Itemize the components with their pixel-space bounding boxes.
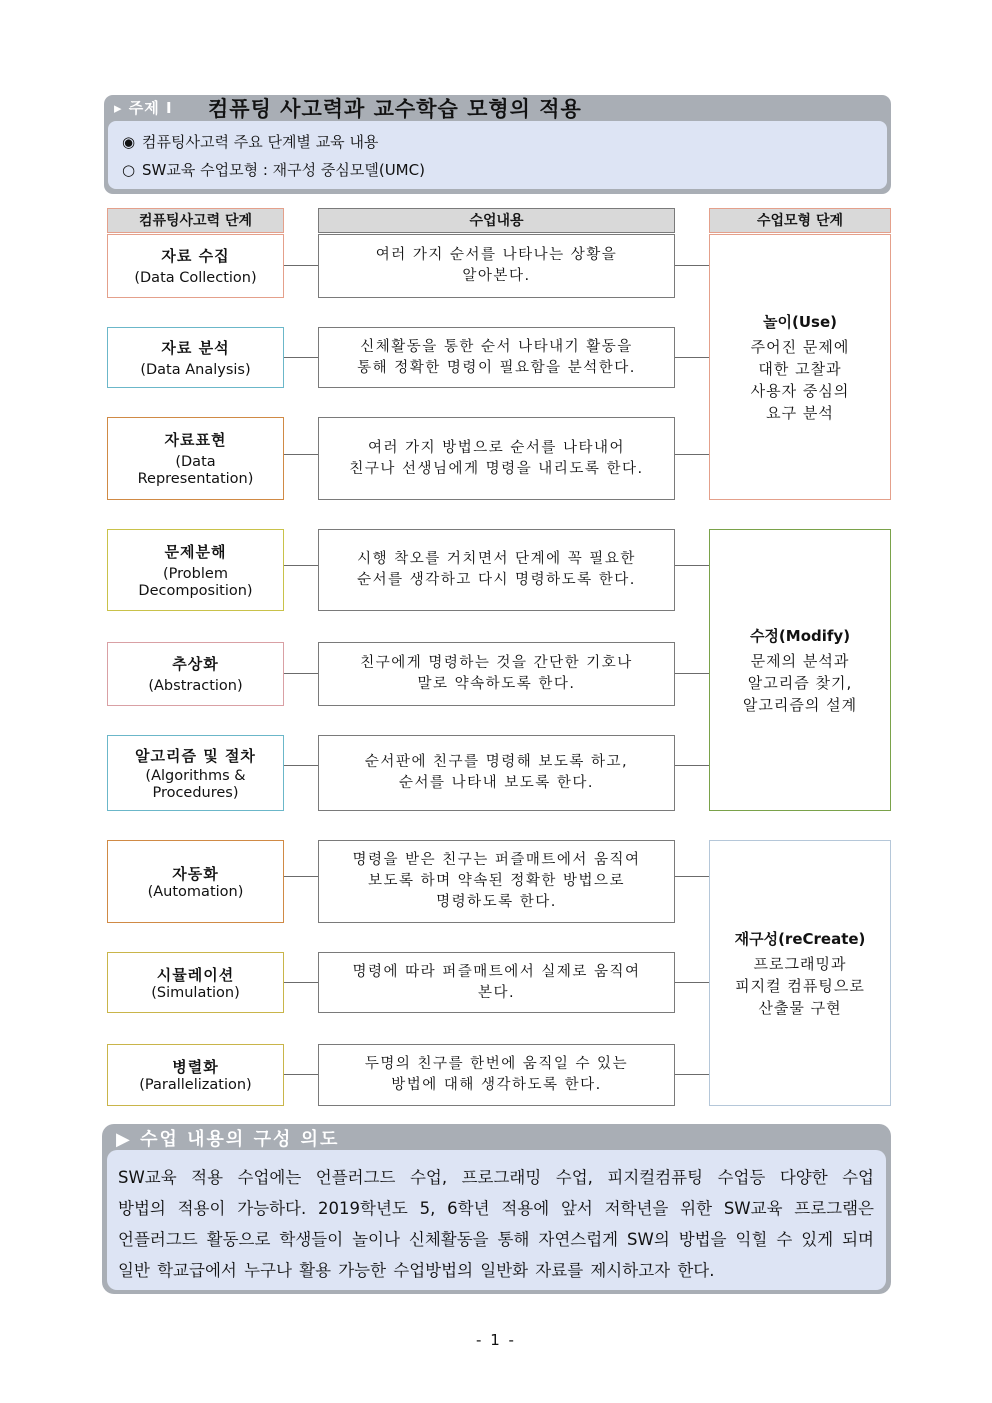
topic-item bbox=[122, 131, 378, 152]
stage-name-en: (Simulation) bbox=[151, 984, 240, 1001]
model-title: 수정(Modify) bbox=[749, 626, 851, 645]
stage-algorithms-procedures bbox=[107, 735, 284, 811]
topic-title: 컴퓨팅 사고력과 교수학습 모형의 적용 bbox=[208, 97, 582, 121]
stage-problem-decomposition bbox=[107, 529, 284, 611]
connector-line bbox=[284, 454, 318, 455]
content-box: 시행 착오를 거치면서 단계에 꼭 필요한 순서를 생각하고 다시 명령하도록 한다. bbox=[318, 529, 675, 611]
stage-name-ko: 자료 분석 bbox=[161, 338, 230, 357]
intent-line: 방법의 적용이 가능하다. 2019학년도 5, 6학년 적용에 앞서 저학년을 위한 SW교육 프로그램은 bbox=[118, 1199, 874, 1218]
content-box: 순서판에 친구를 명령해 보도록 하고, 순서를 나타내 보도록 한다. bbox=[318, 735, 675, 811]
content-column-header: 수업내용 bbox=[318, 208, 675, 233]
topic-tag: ▸ 주제 Ⅰ bbox=[114, 99, 173, 117]
stage-parallelization bbox=[107, 1044, 284, 1106]
topic-summary-box bbox=[108, 121, 887, 189]
connector-line bbox=[675, 876, 709, 877]
unselected-radio-icon: ○ bbox=[122, 161, 136, 179]
model-description: 문제의 분석과 알고리즘 찾기, 알고리즘의 설계 bbox=[742, 651, 858, 714]
selected-radio-icon: ◉ bbox=[122, 133, 136, 151]
connector-line bbox=[284, 765, 318, 766]
topic-item-text: 컴퓨팅사고력 주요 단계별 교육 내용 bbox=[142, 133, 379, 151]
connector-line bbox=[675, 673, 709, 674]
intent-line: 일반 학교급에서 누구나 활용 가능한 수업방법의 일반화 자료를 제시하고자 한다. bbox=[118, 1261, 715, 1280]
model-description: 주어진 문제에 대한 고찰과 사용자 중심의 요구 분석 bbox=[750, 337, 850, 422]
stage-automation bbox=[107, 840, 284, 923]
connector-line bbox=[675, 765, 709, 766]
stage-name-en: (Data Representation) bbox=[137, 454, 254, 487]
connector-line bbox=[284, 565, 318, 566]
stage-name-en: (Abstraction) bbox=[148, 678, 243, 694]
content-box: 여러 가지 방법으로 순서를 나타내어 친구나 선생님에게 명령을 내리도록 한다. bbox=[318, 417, 675, 500]
content-box: 여러 가지 순서를 나타나는 상황을 알아본다. bbox=[318, 234, 675, 298]
intent-line: 언플러그드 활동으로 학생들이 놀이나 신체활동을 통해 자연스럽게 SW의 방법을 익힐 수 있게 되며 bbox=[118, 1230, 874, 1249]
connector-line bbox=[675, 357, 709, 358]
connector-line bbox=[284, 265, 318, 266]
stage-data-collection bbox=[107, 234, 284, 298]
model-title: 재구성(reCreate) bbox=[734, 929, 866, 948]
stage-name-ko: 문제분해 bbox=[164, 542, 227, 561]
model-use bbox=[709, 234, 891, 500]
stage-name-en: (Data Analysis) bbox=[140, 361, 251, 378]
stage-data-representation bbox=[107, 417, 284, 500]
content-box: 두명의 친구를 한번에 움직일 수 있는 방법에 대해 생각하도록 한다. bbox=[318, 1044, 675, 1106]
connector-line bbox=[284, 357, 318, 358]
stage-name-ko: 자동화 bbox=[172, 864, 219, 883]
stage-name-ko: 시뮬레이션 bbox=[156, 965, 235, 984]
model-description: 프로그래밍과 피지컬 컴퓨팅으로 산출물 구현 bbox=[735, 954, 865, 1017]
connector-line bbox=[284, 876, 318, 877]
connector-line bbox=[675, 982, 709, 983]
stage-name-ko: 자료표현 bbox=[164, 431, 227, 449]
stage-column-header: 컴퓨팅사고력 단계 bbox=[107, 208, 284, 233]
model-modify bbox=[709, 529, 891, 811]
connector-line bbox=[675, 454, 709, 455]
intent-section bbox=[102, 1124, 891, 1294]
connector-line bbox=[675, 265, 709, 266]
connector-line bbox=[284, 982, 318, 983]
stage-name-ko: 자료 수집 bbox=[161, 247, 230, 265]
stage-name-en: (Algorithms & Procedures) bbox=[145, 767, 246, 801]
content-box: 신체활동을 통한 순서 나타내기 활동을 통해 정확한 명령이 필요함을 분석한다. bbox=[318, 327, 675, 388]
content-box: 친구에게 명령하는 것을 간단한 기호나 말로 약속하도록 한다. bbox=[318, 642, 675, 706]
stage-name-ko: 알고리즘 및 절차 bbox=[135, 746, 256, 765]
model-column-header: 수업모형 단계 bbox=[709, 208, 891, 233]
stage-simulation bbox=[107, 952, 284, 1013]
stage-abstraction bbox=[107, 642, 284, 706]
content-box: 명령을 받은 친구는 퍼즐매트에서 움직여 보도록 하며 약속된 정확한 방법으로 명령하도록 한다. bbox=[318, 840, 675, 923]
connector-line bbox=[284, 673, 318, 674]
topic-item-text: SW교육 수업모형 : 재구성 중심모델(UMC) bbox=[142, 161, 425, 179]
topic-header bbox=[104, 95, 891, 194]
content-box: 명령에 따라 퍼즐매트에서 실제로 움직여 본다. bbox=[318, 952, 675, 1013]
stage-name-en: (Problem Decomposition) bbox=[138, 565, 253, 599]
intent-title: ▶ 수업 내용의 구성 의도 bbox=[116, 1129, 340, 1150]
stage-name-en: (Automation) bbox=[147, 883, 244, 900]
model-recreate bbox=[709, 840, 891, 1106]
intent-line: SW교육 적용 수업에는 언플러그드 수업, 프로그래밍 수업, 피지컬컴퓨팅 수업등 다양한 수업 bbox=[118, 1168, 874, 1187]
stage-name-en: (Data Collection) bbox=[134, 270, 257, 286]
connector-line bbox=[675, 565, 709, 566]
page-number: - 1 - bbox=[476, 1331, 516, 1349]
topic-item bbox=[122, 159, 425, 180]
intent-text-box bbox=[107, 1150, 886, 1290]
connector-line bbox=[675, 1074, 709, 1075]
model-title: 놀이(Use) bbox=[763, 312, 837, 331]
stage-name-ko: 병렬화 bbox=[172, 1058, 219, 1076]
connector-line bbox=[284, 1074, 318, 1075]
stage-name-ko: 추상화 bbox=[172, 655, 219, 673]
stage-name-en: (Parallelization) bbox=[139, 1077, 252, 1093]
stage-data-analysis bbox=[107, 327, 284, 388]
